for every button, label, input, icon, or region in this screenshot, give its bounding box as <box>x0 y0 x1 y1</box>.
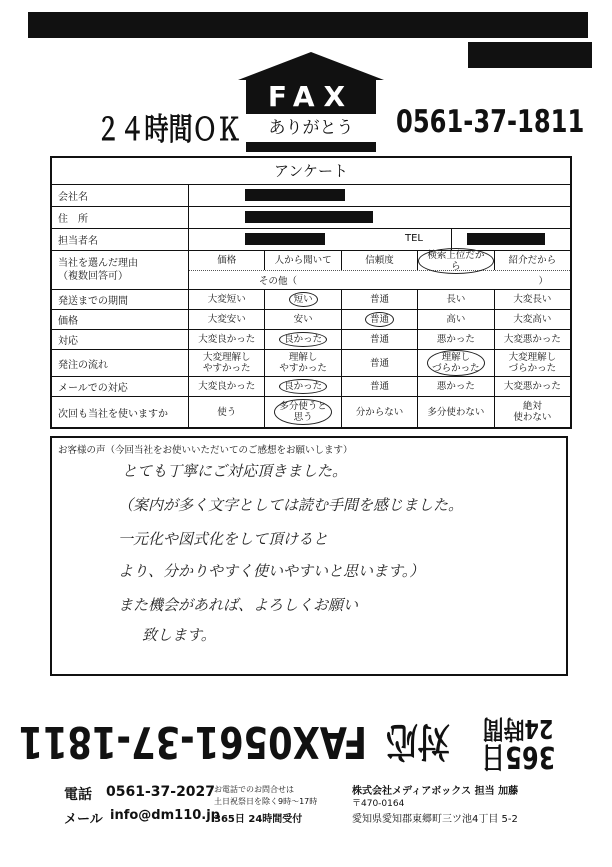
fax-word: FAX <box>267 80 355 113</box>
rating-row <box>52 310 570 330</box>
tel-redaction <box>467 233 545 245</box>
comment-line: とても丁寧にご対応頂きました。 <box>122 462 348 480</box>
rating-option: 使う <box>189 397 265 427</box>
rating-option: 安い <box>265 310 341 329</box>
rating-label: メールでの対応 <box>52 377 189 396</box>
address-redaction <box>245 211 373 223</box>
hours-note-1: お電話でのお問合せは <box>214 785 294 794</box>
survey-form <box>50 156 572 429</box>
rating-label: 発注の流れ <box>52 350 189 376</box>
footer-taio: 対応 <box>386 718 450 764</box>
rating-option: 分からない <box>342 397 418 427</box>
postal-code: 〒470-0164 <box>352 799 405 809</box>
other-close: ） <box>538 276 548 287</box>
reason-label: 当社を選んだ理由 （複数回答可） <box>52 251 189 289</box>
rating-option-selected: 理解し づらかった <box>418 350 494 376</box>
row-company <box>52 185 570 207</box>
company-address: 愛知県愛知郡東郷町三ツ池4丁目 5-2 <box>352 814 518 825</box>
comment-line: より、分かりやすく使いやすいと思います。） <box>118 562 425 580</box>
redaction-corner <box>468 42 592 68</box>
rating-option: 理解し やすかった <box>265 350 341 376</box>
rating-row <box>52 290 570 310</box>
rating-option: 大変理解し やすかった <box>189 350 265 376</box>
rating-label: 価格 <box>52 310 189 329</box>
header-fax-number: 0561-37-1811 <box>396 104 585 140</box>
rating-option: 普通 <box>342 330 418 349</box>
rating-option: 絶対 使わない <box>513 401 552 423</box>
rating-option-selected: 短い <box>265 290 341 309</box>
fax-arrow <box>238 52 384 152</box>
phone-number[interactable]: 0561-37-2027 <box>106 784 216 800</box>
footer-fax-number: FAX0561-37-1811 <box>18 716 368 767</box>
rating-option: 大変安い <box>189 310 265 329</box>
row-contact <box>52 229 570 251</box>
footer-365: 365日 <box>481 739 556 774</box>
hours-note-2: 土日祝祭日を除く9時～17時 <box>214 797 318 806</box>
company-label: 会社名 <box>52 185 189 206</box>
rating-option: 大変長い <box>513 294 552 305</box>
company-redaction <box>245 189 345 201</box>
rating-option: 大変悪かった <box>503 381 561 392</box>
comment-line: 一元化や図式化をして頂けると <box>118 530 329 548</box>
reason-option: 紹介だから <box>508 255 557 266</box>
rating-label: 次回も当社を使いますか <box>52 397 189 427</box>
rating-row <box>52 350 570 377</box>
rating-row <box>52 397 570 427</box>
hours-note-3: 365日 24時間受付 <box>214 814 303 825</box>
rating-option: 大変良かった <box>189 330 265 349</box>
tel-label: TEL <box>405 233 423 244</box>
comment-line: 致します。 <box>142 626 216 644</box>
reason-option-selected: 検索上位だから <box>418 251 494 270</box>
rating-option: 大変理解し づらかった <box>508 352 557 374</box>
rating-option: 大変短い <box>189 290 265 309</box>
header-24h: ２４時間ＯＫ <box>96 112 242 148</box>
redaction-top-bar <box>28 12 588 38</box>
rating-option: 普通 <box>342 290 418 309</box>
form-title: アンケート <box>52 158 570 185</box>
phone-label: 電話 <box>64 787 92 803</box>
rating-option: 普通 <box>342 350 418 376</box>
comments-box <box>50 436 568 676</box>
rating-option: 高い <box>418 310 494 329</box>
rating-option-selected: 多分使うと 思う <box>265 397 341 427</box>
rating-option: 多分使わない <box>418 397 494 427</box>
reason-option: 信頼度 <box>342 251 418 270</box>
rating-option-selected: 良かった <box>265 330 341 349</box>
contact-label: 担当者名 <box>52 229 189 250</box>
rating-label: 対応 <box>52 330 189 349</box>
rating-option: 長い <box>418 290 494 309</box>
rating-option: 大変悪かった <box>503 334 561 345</box>
rating-option: 大変高い <box>513 314 552 325</box>
rating-option: 普通 <box>342 377 418 396</box>
comments-heading: お客様の声（今回当社をお使いいただいてのご感想をお願いします） <box>58 445 353 456</box>
other-label: その他（ <box>259 276 298 287</box>
contact-redaction <box>245 233 325 245</box>
rating-row <box>52 330 570 350</box>
footer-24h: 24時間 <box>482 713 554 743</box>
reason-option: 人から聞いて <box>265 251 341 270</box>
thanks-text: ありがとう <box>246 114 376 142</box>
reason-option: 価格 <box>189 251 265 270</box>
row-address <box>52 207 570 229</box>
rating-option: 悪かった <box>418 330 494 349</box>
mail-label: メール <box>64 812 103 827</box>
comment-line: また機会があれば、よろしくお願い <box>118 596 359 614</box>
address-label: 住 所 <box>52 207 189 228</box>
rating-row <box>52 377 570 397</box>
company-name: 株式会社メディアボックス 担当 加藤 <box>352 786 519 797</box>
rating-option: 大変良かった <box>189 377 265 396</box>
rating-option-selected: 普通 <box>342 310 418 329</box>
row-reason <box>52 251 570 290</box>
rating-label: 発送までの期間 <box>52 290 189 309</box>
mail-address[interactable]: info@dm110.jp <box>110 808 220 823</box>
rating-option: 悪かった <box>418 377 494 396</box>
rating-option-selected: 良かった <box>265 377 341 396</box>
comment-line: （案内が多く文字としては読む手間を感じました。 <box>118 496 464 514</box>
